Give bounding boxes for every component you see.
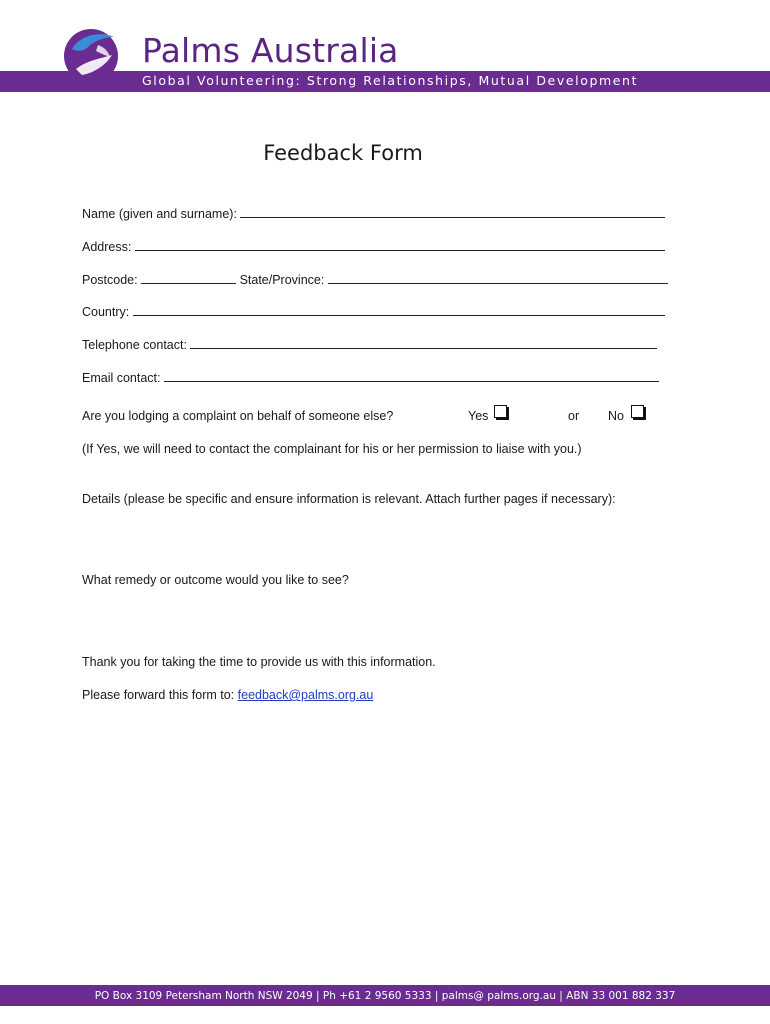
address-field-row bbox=[82, 238, 665, 255]
page-title: Feedback Form bbox=[263, 141, 423, 165]
details-label: Details (please be specific and ensure information is relevant. Attach further pages if necessary): bbox=[82, 492, 616, 506]
address-field[interactable] bbox=[135, 238, 665, 251]
yes-label: Yes bbox=[468, 409, 489, 423]
postcode-state-row bbox=[82, 271, 668, 288]
name-field[interactable] bbox=[240, 205, 665, 218]
yes-checkbox[interactable] bbox=[494, 405, 507, 418]
email-field[interactable] bbox=[164, 369, 659, 382]
email-field-row bbox=[82, 369, 659, 386]
country-field-row bbox=[82, 303, 665, 320]
state-field[interactable] bbox=[328, 271, 668, 284]
tagline: Global Volunteering: Strong Relationships, Mutual Development bbox=[142, 73, 639, 88]
forward-label: Please forward this form to: bbox=[82, 688, 235, 702]
or-label: or bbox=[568, 409, 580, 423]
telephone-field[interactable] bbox=[190, 336, 657, 349]
telephone-field-row bbox=[82, 336, 657, 353]
country-field[interactable] bbox=[133, 303, 665, 316]
address-label: Address: bbox=[82, 240, 132, 254]
country-label: Country: bbox=[82, 305, 130, 319]
no-checkbox[interactable] bbox=[631, 405, 644, 418]
telephone-label: Telephone contact: bbox=[82, 338, 187, 352]
feedback-email-link[interactable]: feedback@palms.org.au bbox=[237, 688, 374, 702]
remedy-area[interactable] bbox=[82, 590, 672, 645]
state-label: State/Province: bbox=[239, 273, 325, 287]
forward-row bbox=[82, 687, 373, 703]
postcode-label: Postcode: bbox=[82, 273, 138, 287]
email-label: Email contact: bbox=[82, 371, 161, 385]
postcode-field[interactable] bbox=[141, 271, 236, 284]
thanks-text: Thank you for taking the time to provide us with this information. bbox=[82, 655, 436, 669]
hands-globe-logo-icon bbox=[58, 25, 128, 85]
footer-contact-text: PO Box 3109 Petersham North NSW 2049 | Ph +61 2 9560 5333 | palms@ palms.org.au | ABN 33 001 882 337 bbox=[94, 990, 676, 1002]
brand-name: Palms Australia bbox=[142, 31, 399, 70]
remedy-label: What remedy or outcome would you like to see? bbox=[82, 573, 349, 587]
complaint-note: (If Yes, we will need to contact the complainant for his or her permission to liaise with you.) bbox=[82, 442, 582, 456]
name-label: Name (given and surname): bbox=[82, 207, 237, 221]
no-label: No bbox=[608, 409, 624, 423]
name-field-row bbox=[82, 205, 665, 222]
complaint-question: Are you lodging a complaint on behalf of someone else? bbox=[82, 409, 394, 423]
details-area[interactable] bbox=[82, 510, 672, 565]
